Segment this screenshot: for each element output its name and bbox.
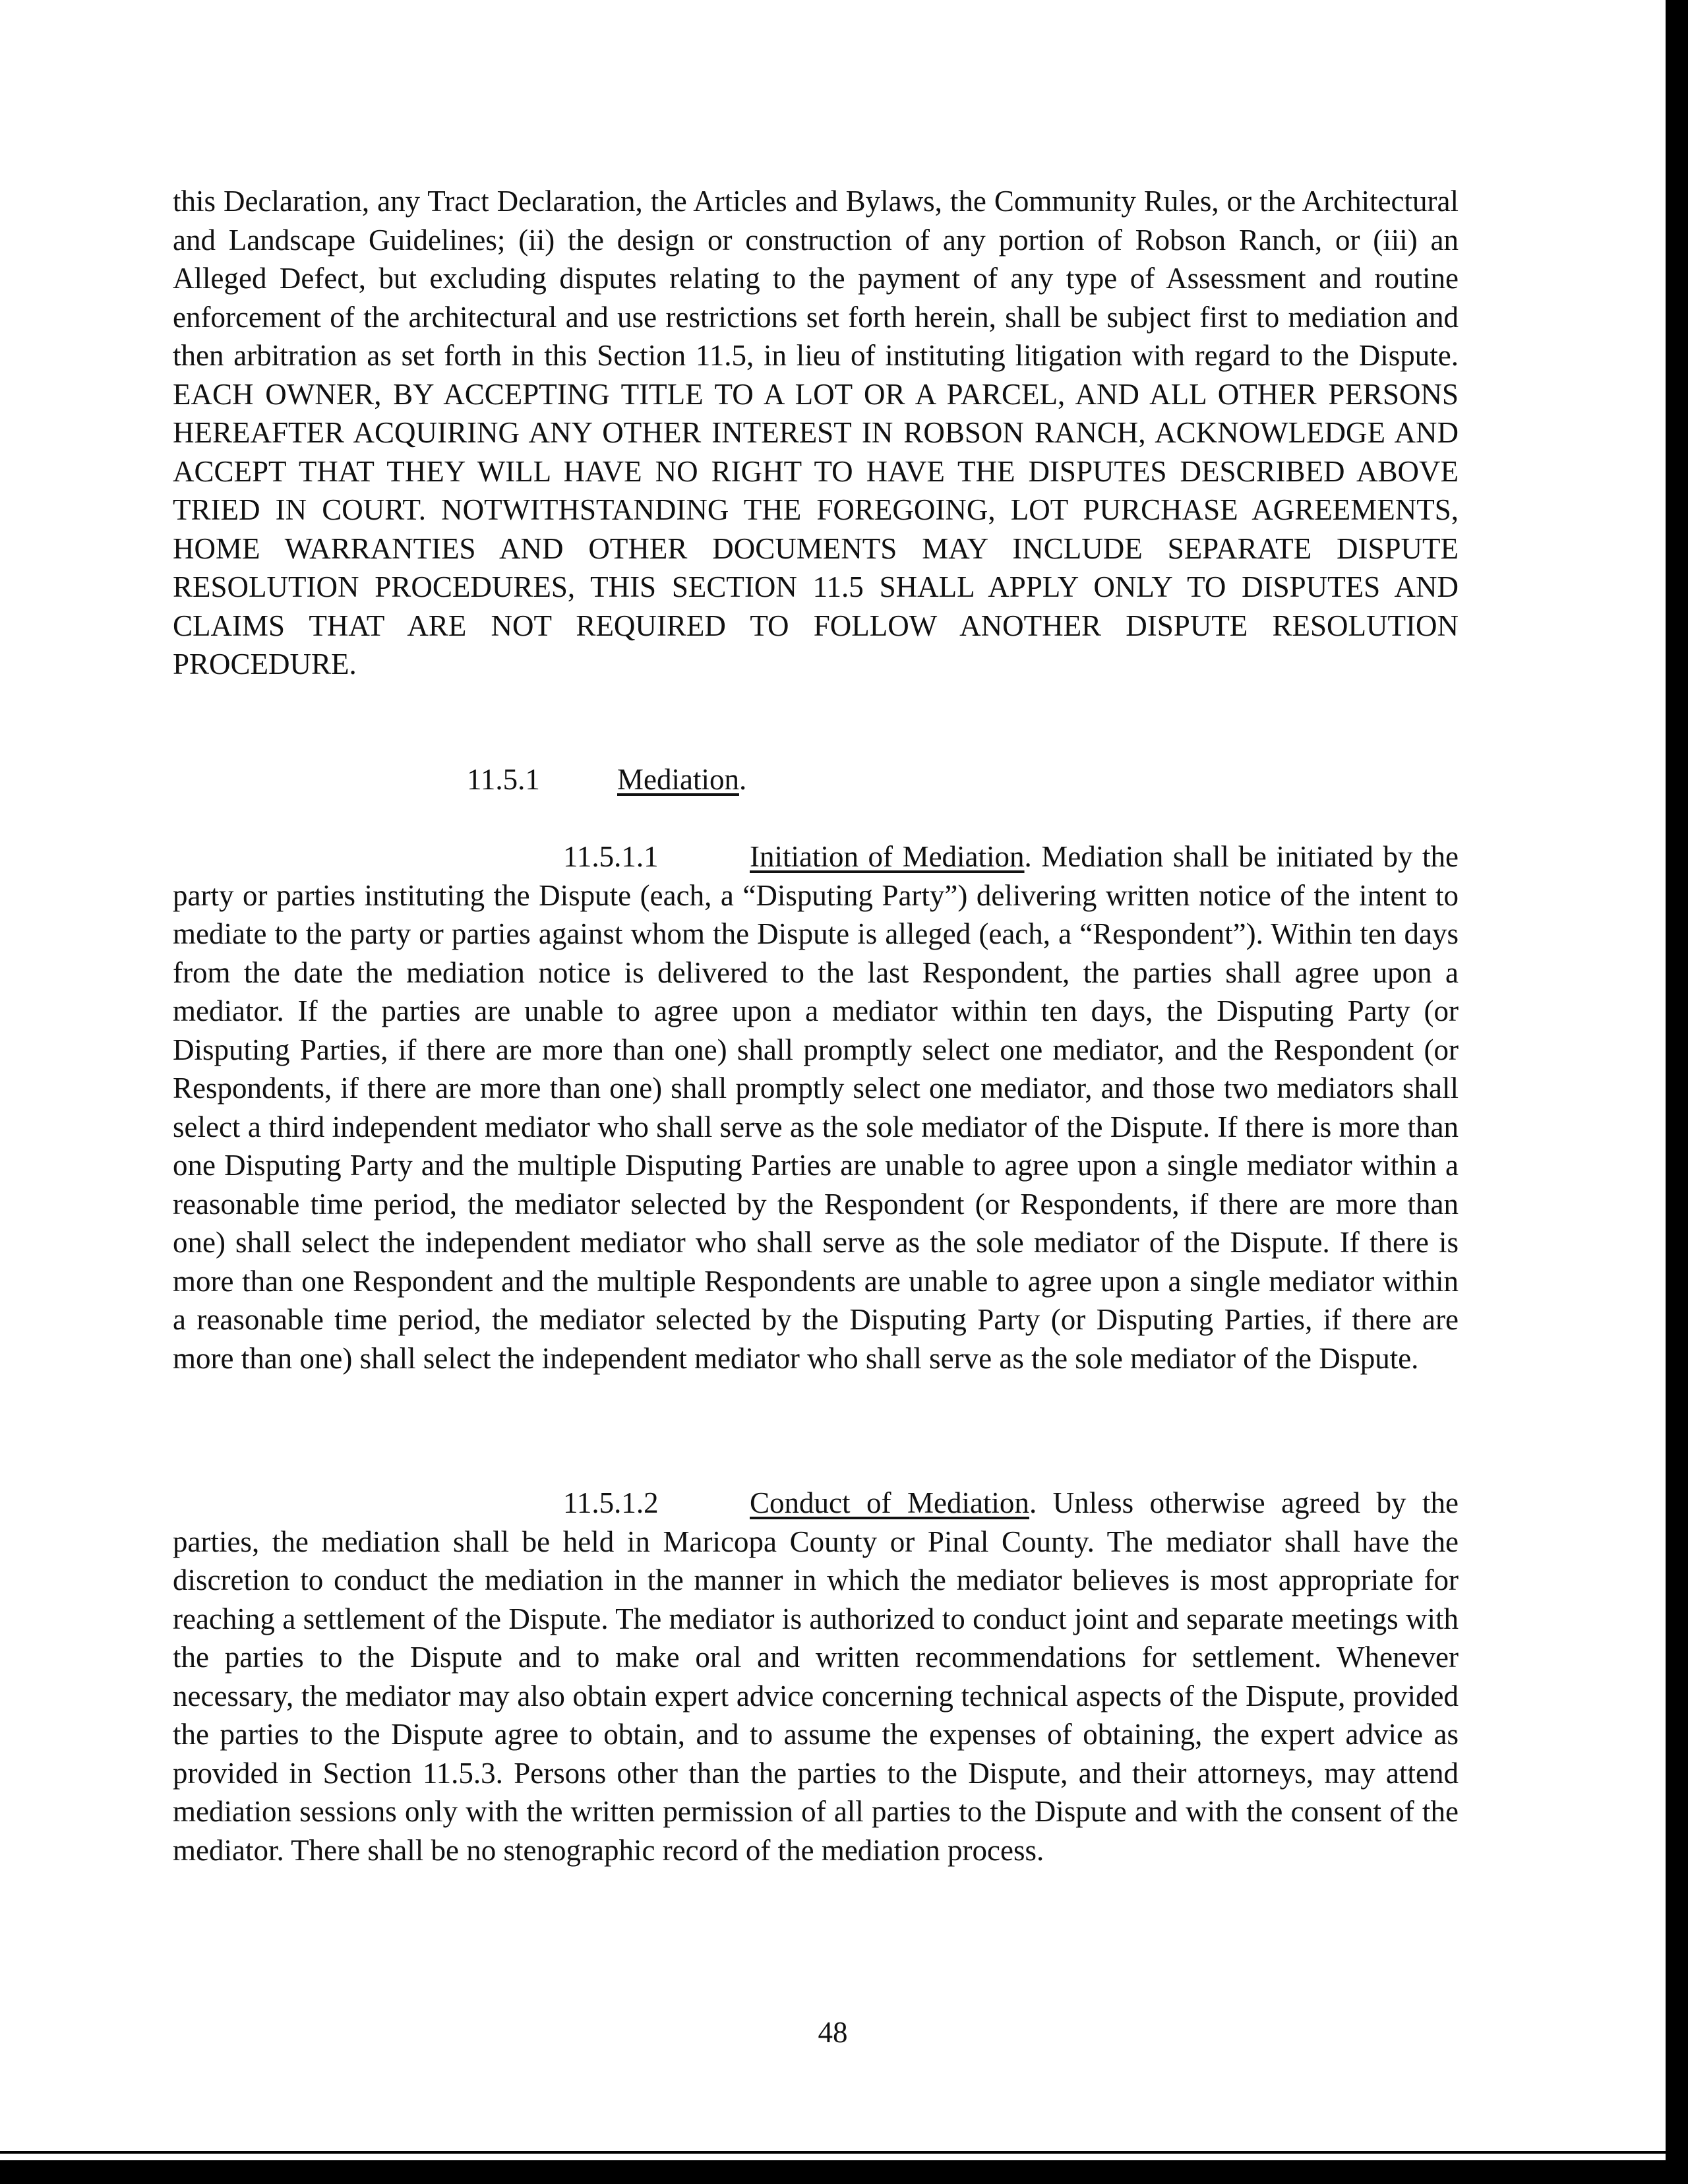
scan-bottom-border [0, 2160, 1688, 2184]
section-11-5-1-2-paragraph [173, 1484, 1459, 1869]
section-title-suffix: . [738, 763, 747, 796]
subsection-text: Unless otherwise agreed by the parties, the mediation shall be held in Maricopa County or Pinal County. The mediator shall have the discretion to conduct the mediation in the manner in which the mediator believes is most appropriate for reaching a settlement of the Dispute. The mediator is authorized to conduct joint and separate meetings with the parties to the Dispute and to make oral and written recommendations for settlement. Whenever necessary, the mediator may also obtain expert advice concerning technical aspects of the Dispute, provided the parties to the Dispute agree to obtain, and to assume the expenses of obtaining, the expert advice as provided in Section 11.5.3. Persons other than the parties to the Dispute, and their attorneys, may attend mediation sessions only with the written permission of all parties to the Dispute and with the consent of the mediator. There shall be no stenographic record of the mediation process. [173, 1486, 1459, 1867]
subsection-text: Mediation shall be initiated by the party or parties instituting the Dispute (each, a “Disputing Party”) delivering written notice of the intent to mediate to the party or parties against whom the Dispute is alleged (each, a “Respondent”). Within ten days from the date the mediation notice is delivered to the last Respondent, the parties shall agree upon a mediator. If the parties are unable to agree upon a mediator within ten days, the Disputing Party (or Disputing Parties, if there are more than one) shall promptly select one mediator, and the Respondent (or Respondents, if there are more than one) shall promptly select one mediator, and those two mediators shall select a third independent mediator who shall serve as the sole mediator of the Dispute. If there is more than one Disputing Party and the multiple Disputing Parties are unable to agree upon a single mediator within a reasonable time period, the mediator selected by the Respondent (or Respondents, if there are more than one) shall select the independent mediator who shall serve as the sole mediator of the Dispute. If there is more than one Respondent and the multiple Respondents are unable to agree upon a single mediator within a reasonable time period, the mediator selected by the Disputing Party (or Disputing Parties, if there are more than one) shall select the independent mediator who shall serve as the sole mediator of the Dispute. [173, 840, 1459, 1375]
subsection-number: 11.5.1.2 [563, 1486, 659, 1519]
section-number: 11.5.1 [467, 763, 540, 796]
subsection-number: 11.5.1.1 [563, 840, 659, 873]
scan-bottom-rule [0, 2151, 1668, 2154]
scan-right-border [1666, 0, 1688, 2184]
subsection-title-suffix: . [1029, 1486, 1037, 1519]
subsection-title: Conduct of Mediation [750, 1486, 1029, 1519]
subsection-title: Initiation of Mediation [750, 840, 1025, 873]
page-number: 48 [818, 2016, 848, 2049]
paragraph-continuation: this Declaration, any Tract Declaration, the Articles and Bylaws, the Community Rules, or the Architectural and Landscape Guidelines; (ii) the design or construction of any portion of Robson Ranch, or (iii) an Alleged Defect, but excluding disputes relating to the payment of any type of Assessment and routine enforcement of the architectural and use restrictions set forth herein, shall be subject first to mediation and then arbitration as set forth in this Section 11.5, in lieu of instituting litigation with regard to the Dispute. EACH OWNER, BY ACCEPTING TITLE TO A LOT OR A PARCEL, AND ALL OTHER PERSONS HEREAFTER ACQUIRING ANY OTHER INTEREST IN ROBSON RANCH, ACKNOWLEDGE AND ACCEPT THAT THEY WILL HAVE NO RIGHT TO HAVE THE DISPUTES DESCRIBED ABOVE TRIED IN COURT. NOTWITHSTANDING THE FOREGOING, LOT PURCHASE AGREEMENTS, HOME WARRANTIES AND OTHER DOCUMENTS MAY INCLUDE SEPARATE DISPUTE RESOLUTION PROCEDURES, THIS SECTION 11.5 SHALL APPLY ONLY TO DISPUTES AND CLAIMS THAT ARE NOT REQUIRED TO FOLLOW ANOTHER DISPUTE RESOLUTION PROCEDURE. [173, 185, 1459, 681]
section-title: Mediation [617, 763, 739, 796]
section-11-5-1-1-paragraph [173, 837, 1459, 1378]
subsection-title-suffix: . [1024, 840, 1032, 873]
section-heading-11-5-1 [467, 760, 746, 799]
